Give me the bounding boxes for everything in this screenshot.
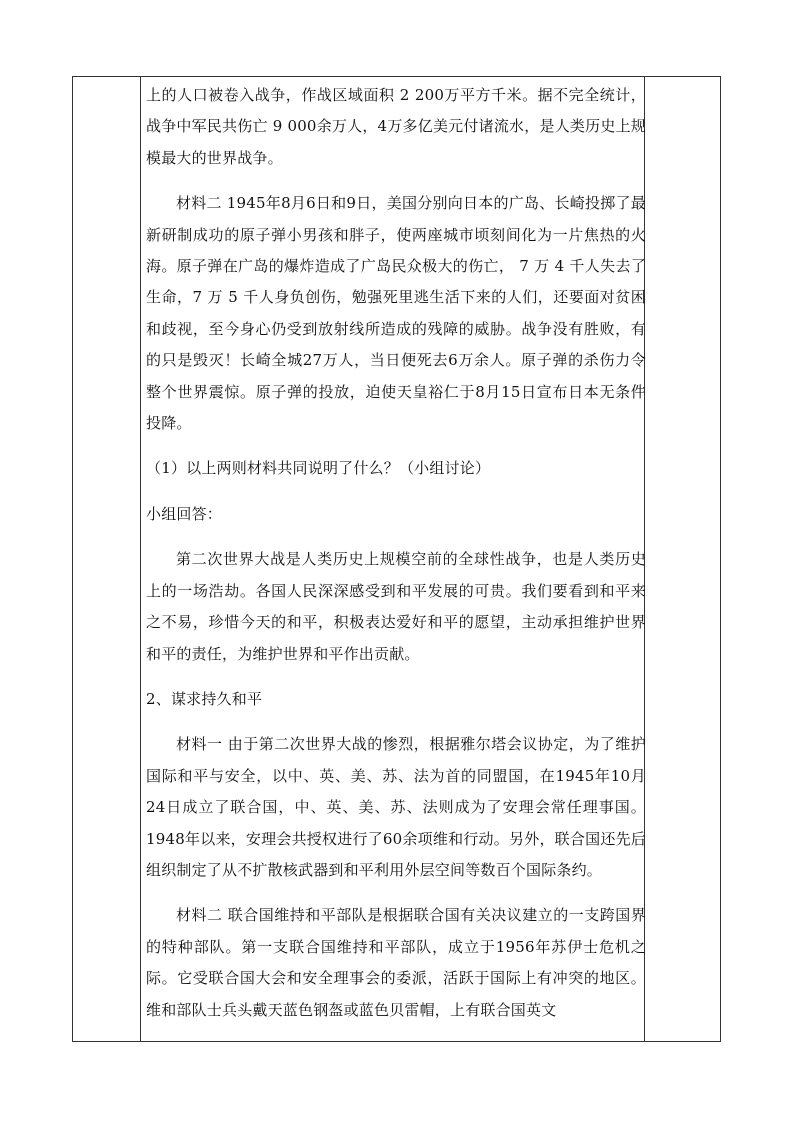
paragraph-war-scale: 上的人口被卷入战争，作战区域面积 2 200万平方千米。据不完全统计，战争中军民共伤亡 9 000余万人，4万多亿美元付诸流水，是人类历史上规模最大的世界战争。	[146, 86, 646, 167]
paragraph-material-two-atomic: 材料二 1945年8月6日和9日，美国分别向日本的广岛、长崎投掷了最新研制成功的原子弹小男孩和胖子，使两座城市顷刻间化为一片焦热的火海。原子弹在广岛的爆炸造成了广岛民众极大的伤亡， 7 万 4 千人失去了生命，7 万 5 千人身负创伤，勉强死里逃生活下来的人们，还要面对贫困和歧视，至今身心仍受到放射线所造成的残障的威胁。战争没有胜败，有的只是毁灭！长崎全城27万人，当日便死去6万余人。原子弹的杀伤力令整个世界震惊。原子弹的投放，迫使天皇裕仁于8月15日宣布日本无条件投降。	[146, 194, 646, 433]
table-content-cell	[146, 80, 646, 1026]
question-one: （1）以上两则材料共同说明了什么？（小组讨论）	[146, 459, 491, 478]
section-heading-lasting-peace: 2、谋求持久和平	[146, 689, 263, 708]
paragraph-material-two-peacekeeping: 材料二 联合国维持和平部队是根据联合国有关决议建立的一支跨国界的特种部队。第一支联合国维持和平部队，成立于1956年苏伊士危机之际。它受联合国大会和安全理事会的委派，活跃于国际上有冲突的地区。维和部队士兵头戴天蓝色钢盔或蓝色贝雷帽，上有联合国英文	[146, 906, 646, 1019]
paragraph-material-one-un: 材料一 由于第二次世界大战的惨烈，根据雅尔塔会议协定，为了维护国际和平与安全，以中、英、美、苏、法为首的同盟国，在1945年10月24日成立了联合国，中、英、美、苏、法则成为了安理会常任理事国。1948年以来，安理会共授权进行了60余项维和行动。另外，联合国还先后组织制定了从不扩散核武器到和平利用外层空间等数百个国际条约。	[146, 735, 646, 879]
column-divider-left	[140, 77, 141, 1041]
group-answer-label: 小组回答：	[146, 504, 223, 523]
paragraph-group-answer: 第二次世界大战是人类历史上规模空前的全球性战争，也是人类历史上的一场浩劫。各国人民深深感受到和平发展的可贵。我们要看到和平来之不易，珍惜今天的和平，积极表达爱好和平的愿望，主动承担维护世界和平的责任，为维护世界和平作出贡献。	[146, 550, 646, 663]
